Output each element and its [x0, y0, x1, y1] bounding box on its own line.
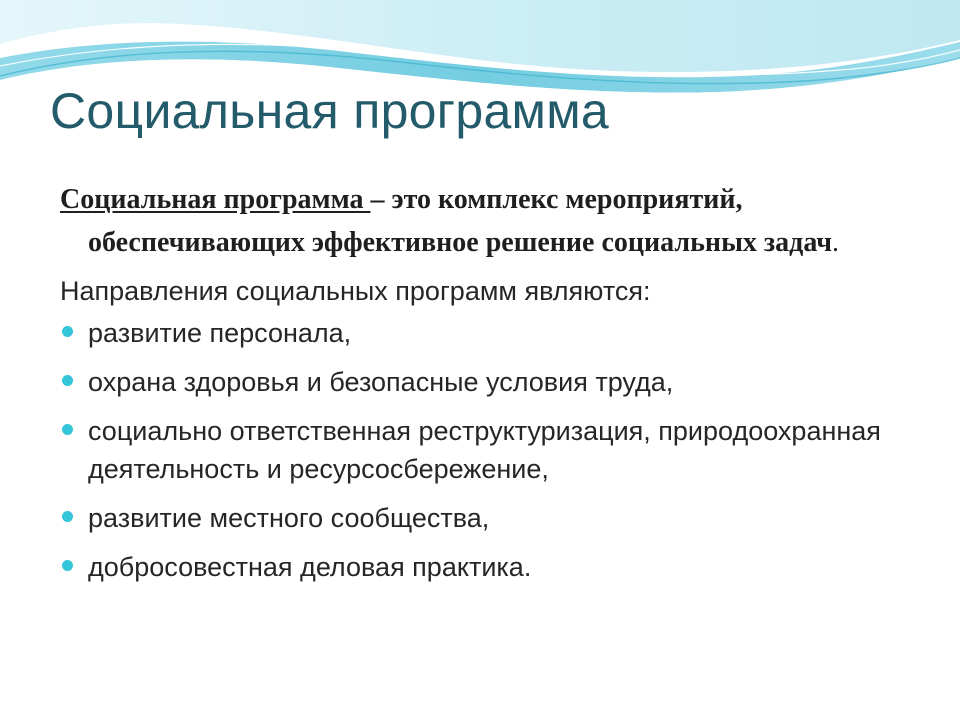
definition-period: .: [832, 227, 840, 258]
slide-content: [60, 178, 940, 597]
definition-term: Социальная программа: [60, 184, 371, 215]
bullet-dot-icon: [62, 424, 73, 435]
definition-text: – это комплекс мероприятий, обеспечивающих эффективное решение социальных задач: [88, 184, 833, 258]
list-item: [60, 412, 940, 488]
list-item: [60, 314, 940, 352]
bullet-dot-icon: [62, 375, 73, 386]
list-item-text: добросовестная деловая практика.: [88, 552, 532, 582]
list-item: [60, 363, 940, 401]
list-item: [60, 548, 940, 586]
bullet-dot-icon: [62, 560, 73, 571]
slide-title: Социальная программа: [50, 83, 610, 139]
list-item-text: развитие персонала,: [88, 318, 352, 348]
bullet-dot-icon: [62, 511, 73, 522]
bullet-dot-icon: [62, 326, 73, 337]
list-item-text: развитие местного сообщества,: [88, 503, 490, 533]
definition-paragraph: [60, 178, 940, 264]
list-item: [60, 499, 940, 537]
directions-intro: Направления социальных программ являются:: [60, 276, 651, 306]
list-item-text: социально ответственная реструктуризация, природоохранная деятельность и ресурсосбережение,: [88, 416, 881, 484]
directions-list: [60, 314, 940, 586]
list-item-text: охрана здоровья и безопасные условия труда,: [88, 367, 674, 397]
